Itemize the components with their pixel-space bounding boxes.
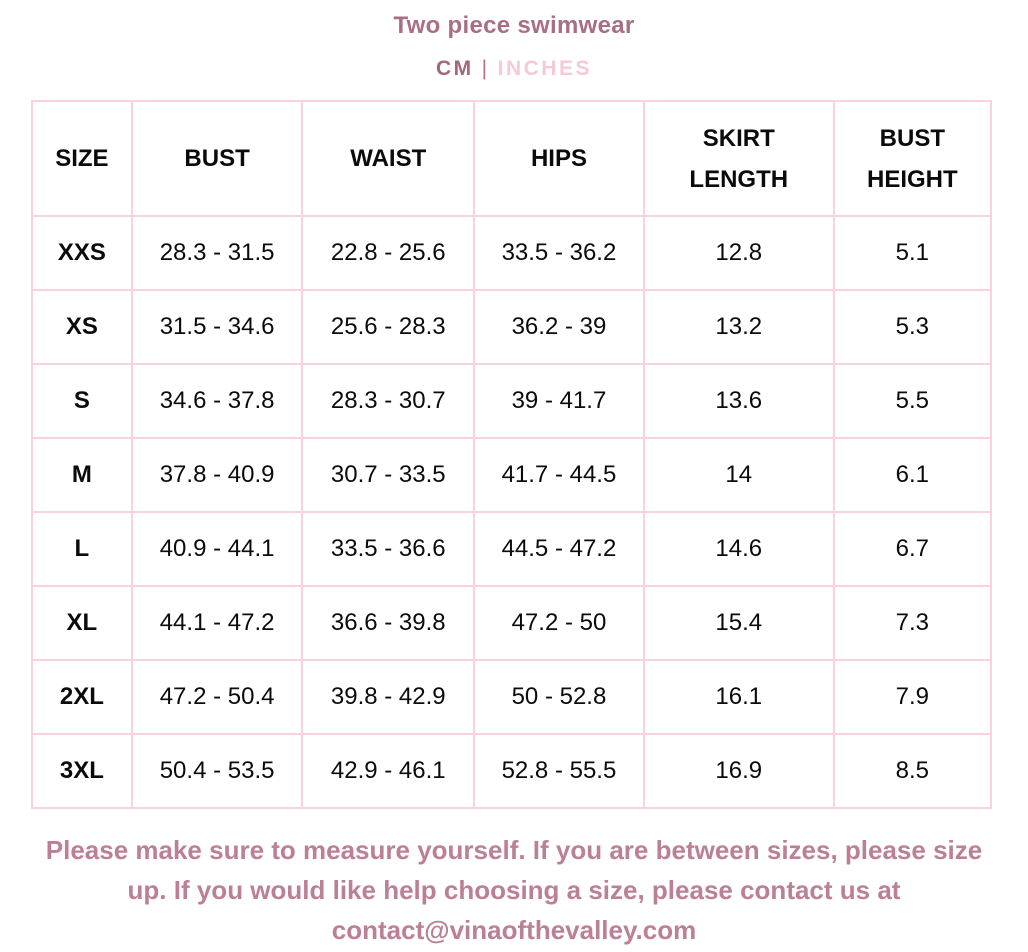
size-cell: 3XL [32,734,132,808]
skirt-length-cell: 14 [644,438,834,512]
size-cell: XXS [32,216,132,290]
hips-cell: 36.2 - 39 [474,290,644,364]
skirt-length-cell: 16.1 [644,660,834,734]
bust-cell: 28.3 - 31.5 [132,216,303,290]
unit-cm-button[interactable]: CM [436,57,474,80]
bust-height-cell: 7.9 [834,660,991,734]
bust-height-cell: 6.1 [834,438,991,512]
waist-cell: 39.8 - 42.9 [302,660,474,734]
size-table-body [32,216,991,808]
bust-cell: 37.8 - 40.9 [132,438,303,512]
bust-cell: 34.6 - 37.8 [132,364,303,438]
table-row [32,512,991,586]
header-cell-bust: BUST [132,101,303,216]
waist-cell: 42.9 - 46.1 [302,734,474,808]
hips-cell: 39 - 41.7 [474,364,644,438]
bust-cell: 47.2 - 50.4 [132,660,303,734]
page-title: Two piece swimwear [393,12,635,39]
hips-cell: 44.5 - 47.2 [474,512,644,586]
waist-cell: 30.7 - 33.5 [302,438,474,512]
header-cell-waist: WAIST [302,101,474,216]
bust-height-cell: 6.7 [834,512,991,586]
table-row [32,660,991,734]
skirt-length-cell: 12.8 [644,216,834,290]
hips-cell: 33.5 - 36.2 [474,216,644,290]
size-table-header-row [32,101,991,216]
waist-cell: 25.6 - 28.3 [302,290,474,364]
table-row [32,734,991,808]
skirt-length-cell: 15.4 [644,586,834,660]
table-row [32,364,991,438]
bust-cell: 40.9 - 44.1 [132,512,303,586]
waist-cell: 36.6 - 39.8 [302,586,474,660]
hips-cell: 47.2 - 50 [474,586,644,660]
skirt-length-cell: 13.6 [644,364,834,438]
size-cell: XS [32,290,132,364]
header-cell-size: SIZE [32,101,132,216]
table-row [32,438,991,512]
unit-divider: | [481,57,490,80]
size-cell: 2XL [32,660,132,734]
waist-cell: 33.5 - 36.6 [302,512,474,586]
bust-height-cell: 5.5 [834,364,991,438]
bust-height-cell: 8.5 [834,734,991,808]
header-cell-hips: HIPS [474,101,644,216]
table-row [32,216,991,290]
unit-inches-button[interactable]: INCHES [497,57,592,80]
size-cell: M [32,438,132,512]
unit-toggle [0,57,1028,81]
header-cell-skirt-length: SKIRT LENGTH [644,101,834,216]
skirt-length-cell: 14.6 [644,512,834,586]
size-cell: S [32,364,132,438]
skirt-length-cell: 13.2 [644,290,834,364]
bust-cell: 50.4 - 53.5 [132,734,303,808]
table-row [32,586,991,660]
waist-cell: 22.8 - 25.6 [302,216,474,290]
skirt-length-cell: 16.9 [644,734,834,808]
bust-cell: 44.1 - 47.2 [132,586,303,660]
table-row [32,290,991,364]
bust-cell: 31.5 - 34.6 [132,290,303,364]
bust-height-cell: 7.3 [834,586,991,660]
hips-cell: 50 - 52.8 [474,660,644,734]
bust-height-cell: 5.1 [834,216,991,290]
sizing-help-note: Please make sure to measure yourself. If you are between sizes, please size up. If you would like help choosing a size, please contact us at contact@vinaofthevalley.com [45,835,983,945]
hips-cell: 41.7 - 44.5 [474,438,644,512]
waist-cell: 28.3 - 30.7 [302,364,474,438]
hips-cell: 52.8 - 55.5 [474,734,644,808]
bust-height-cell: 5.3 [834,290,991,364]
header-cell-bust-height: BUST HEIGHT [834,101,991,216]
size-chart-table [31,100,992,809]
size-cell: L [32,512,132,586]
size-cell: XL [32,586,132,660]
